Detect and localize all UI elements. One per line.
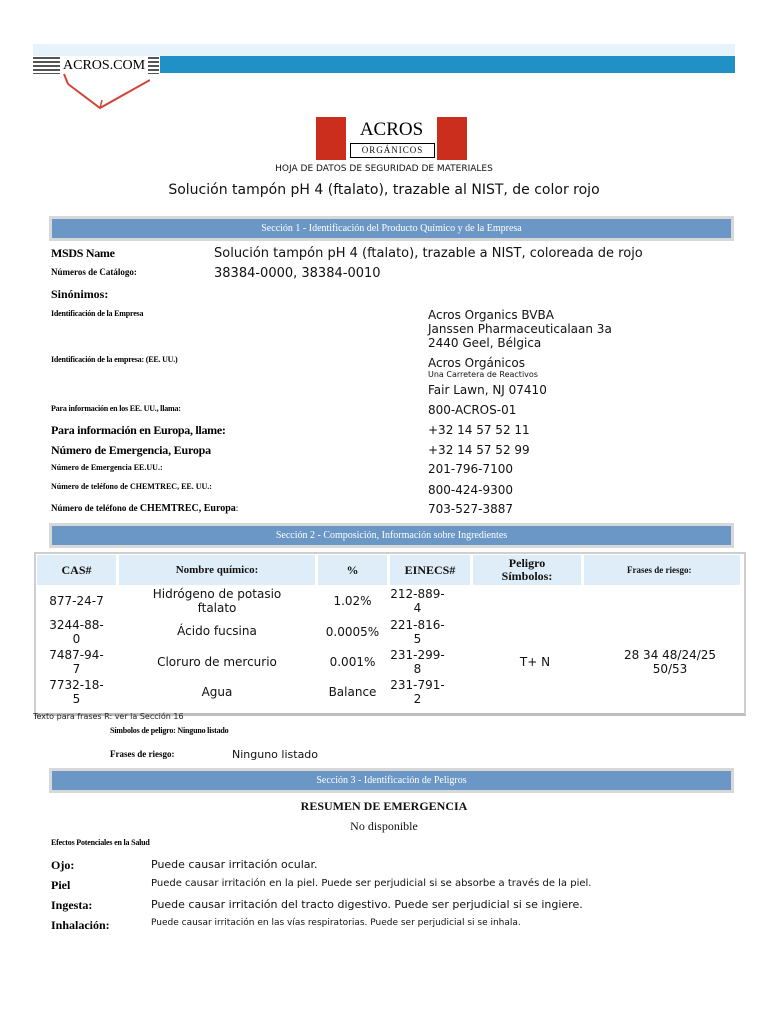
- us-company-line1: Acros Orgánicos: [428, 356, 525, 370]
- chemtrec-us-value: 800-424-9300: [428, 483, 514, 497]
- header-band: [33, 44, 735, 56]
- effect-label-skin: Piel: [51, 878, 71, 892]
- cube-logo-icon: [60, 70, 150, 112]
- col-header-pct: %: [318, 555, 387, 585]
- risk-phrases-value: Ninguno listado: [232, 748, 319, 761]
- cell-name: Agua: [201, 685, 233, 699]
- acros-organicos-logo: [316, 117, 467, 160]
- cell-pct: Balance: [328, 685, 377, 699]
- cell-cas: 3244-88- 0: [49, 618, 104, 646]
- cell-einecs: 231-299- 8: [390, 648, 445, 676]
- cell-cas: 7487-94- 7: [49, 648, 104, 676]
- hazard-symbols-line: Símbolos de peligro: Ninguno listado: [110, 726, 229, 735]
- effect-text-inhalation: Puede causar irritación en las vías respiratorias. Puede ser perjudicial si se inhala.: [151, 918, 521, 928]
- col-header-einecs: EINECS#: [390, 555, 470, 585]
- effect-label-ingestion: Ingesta:: [51, 898, 93, 912]
- cell-pct: 0.001%: [329, 655, 376, 669]
- cell-name: Hidrógeno de potasio ftalato: [152, 587, 282, 615]
- cell-cas: 877-24-7: [49, 594, 104, 608]
- eu-emergency-label: Número de Emergencia, Europa: [51, 443, 211, 457]
- us-emergency-label: Número de Emergencia EE.UU.:: [51, 463, 163, 472]
- table-footnote: Texto para frases R: ver la Sección 16: [33, 712, 184, 721]
- effect-label-eye: Ojo:: [51, 858, 75, 872]
- cell-risk-phrases: 28 34 48/24/25 50/53: [623, 648, 717, 676]
- company-line2: Janssen Pharmaceuticalaan 3a: [428, 322, 612, 336]
- site-label[interactable]: ACROS.COM: [60, 57, 148, 74]
- document-kind: HOJA DE DATOS DE SEGURIDAD DE MATERIALES: [275, 164, 493, 174]
- col-header-risk: Frases de riesgo:: [584, 555, 740, 585]
- synonyms-label: Sinónimos:: [51, 287, 109, 301]
- col-header-hazard: Peligro Símbolos:: [473, 555, 581, 585]
- company-line1: Acros Organics BVBA: [428, 308, 554, 322]
- chemtrec-eu-value: 703-527-3887: [428, 502, 514, 516]
- product-title: Solución tampón pH 4 (ftalato), trazable al NIST, de color rojo: [168, 182, 600, 198]
- logo-name: ACROS: [359, 119, 424, 140]
- risk-phrases-label: Frases de riesgo:: [110, 749, 175, 759]
- eu-emergency-value: +32 14 57 52 99: [428, 443, 530, 457]
- eu-info-label: Para información en Europa, llame:: [51, 423, 226, 437]
- header-blue-bar: [160, 56, 735, 73]
- health-effects-label: Efectos Potenciales en la Salud: [51, 838, 150, 847]
- col-header-cas: CAS#: [37, 555, 116, 585]
- col-header-name: Nombre químico:: [119, 555, 315, 585]
- cell-pct: 0.0005%: [325, 625, 380, 639]
- cell-cas: 7732-18- 5: [49, 678, 104, 706]
- us-company-label: Identificación de la empresa: (EE. UU.): [51, 355, 178, 364]
- chemtrec-us-label: Número de teléfono de CHEMTREC, EE. UU.:: [51, 482, 212, 491]
- chemtrec-eu-label: Número de teléfono de CHEMTREC, Europa:: [51, 503, 239, 514]
- effect-text-eye: Puede causar irritación ocular.: [151, 858, 318, 871]
- us-company-line3: Fair Lawn, NJ 07410: [428, 383, 547, 397]
- us-info-label: Para información en los EE. UU., llama:: [51, 404, 181, 413]
- us-company-line2: Una Carretera de Reactivos: [428, 370, 538, 379]
- cell-name: Cloruro de mercurio: [157, 655, 277, 669]
- effect-text-skin: Puede causar irritación en la piel. Puede ser perjudicial si se absorbe a través de la piel.: [151, 878, 592, 889]
- logo-subtitle: ORGÁNICOS: [350, 143, 435, 158]
- emergency-heading: RESUMEN DE EMERGENCIA: [300, 799, 468, 813]
- us-emergency-value: 201-796-7100: [428, 462, 514, 476]
- section-1-header: Sección 1 - Identificación del Producto Químico y de la Empresa: [49, 216, 734, 241]
- effect-text-ingestion: Puede causar irritación del tracto digestivo. Puede ser perjudicial si se ingiere.: [151, 898, 583, 911]
- company-line3: 2440 Geel, Bélgica: [428, 336, 542, 350]
- section-2-header: Sección 2 - Composición, Información sobre Ingredientes: [49, 523, 734, 548]
- us-info-value: 800-ACROS-01: [428, 403, 517, 417]
- company-label: Identificación de la Empresa: [51, 309, 144, 318]
- cell-name: Ácido fucsina: [177, 624, 257, 638]
- cell-einecs: 231-791- 2: [390, 678, 445, 706]
- catalog-value: 38384-0000, 38384-0010: [214, 266, 381, 281]
- cell-hazard-symbols: T+ N: [519, 655, 551, 669]
- cell-einecs: 212-889- 4: [390, 587, 445, 615]
- effect-label-inhalation: Inhalación:: [51, 918, 110, 932]
- eu-info-value: +32 14 57 52 11: [428, 423, 530, 437]
- section-3-header: Sección 3 - Identificación de Peligros: [49, 768, 734, 793]
- emergency-value: No disponible: [350, 819, 418, 833]
- msds-name-value: Solución tampón pH 4 (ftalato), trazable a NIST, coloreada de rojo: [214, 246, 643, 261]
- cell-pct: 1.02%: [333, 594, 372, 608]
- catalog-label: Números de Catálogo:: [51, 267, 137, 277]
- msds-name-label: MSDS Name: [51, 246, 115, 260]
- cell-einecs: 221-816- 5: [390, 618, 445, 646]
